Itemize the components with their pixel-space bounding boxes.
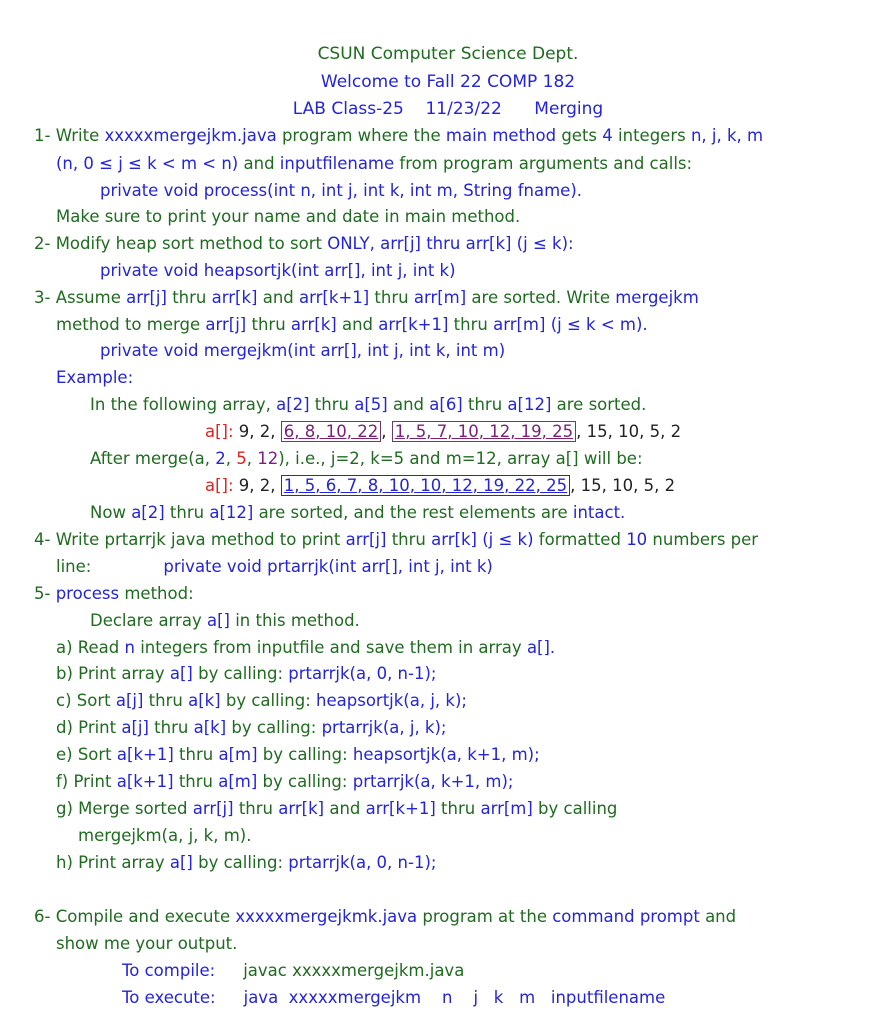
text: private void prtarrjk(int arr[], int j, int k) bbox=[163, 557, 493, 576]
text: in this method. bbox=[229, 611, 360, 630]
text: gets bbox=[556, 126, 603, 145]
text: arr[k] (j ≤ k) bbox=[431, 530, 534, 549]
example-intro bbox=[90, 395, 646, 415]
text: prtarrjk(a, 0, n-1); bbox=[288, 664, 437, 683]
text: thru bbox=[246, 315, 291, 334]
text: arr[k] bbox=[211, 288, 258, 307]
item5-step-d bbox=[56, 718, 446, 738]
text: , 15, 10, 5, 2 bbox=[570, 476, 676, 495]
text: arr[j] bbox=[205, 315, 247, 334]
text: a[m] bbox=[218, 772, 258, 791]
program-name: xxxxxmergejkm.java bbox=[104, 126, 277, 145]
text: thru bbox=[386, 530, 432, 549]
item3-line3: private void mergejkm(int arr[], int j, int k, int m) bbox=[100, 341, 506, 360]
item1-line1 bbox=[34, 126, 763, 146]
item5-step-b bbox=[56, 664, 436, 684]
text: and bbox=[238, 154, 280, 173]
text: a[] bbox=[206, 611, 230, 630]
text: thru bbox=[164, 503, 210, 522]
text: line: bbox=[56, 557, 92, 576]
text: (n, 0 ≤ j ≤ k < m < n) bbox=[56, 154, 239, 173]
text: prtarrjk(a, j, k); bbox=[321, 718, 447, 737]
text: by calling: bbox=[226, 718, 322, 737]
text: thru bbox=[369, 288, 414, 307]
header-date: 11/23/22 bbox=[425, 99, 502, 119]
text: formatted bbox=[533, 530, 627, 549]
text: by calling: bbox=[220, 691, 317, 710]
text: are sorted. Write bbox=[466, 288, 616, 307]
text: a[12] bbox=[209, 503, 254, 522]
text: a[] bbox=[169, 664, 193, 683]
text: 10 bbox=[626, 530, 648, 549]
text: arr[k+1] bbox=[378, 315, 449, 334]
text: , 15, 10, 5, 2 bbox=[576, 422, 682, 441]
text: arr[k+1] bbox=[365, 799, 436, 818]
text: n bbox=[124, 638, 135, 657]
text: are sorted, and the rest elements are bbox=[253, 503, 573, 522]
text: 4- Write prtarrjk java method to print bbox=[34, 530, 346, 549]
example-now-sorted bbox=[90, 503, 625, 523]
text: f) Print bbox=[56, 772, 117, 791]
text: thru bbox=[166, 288, 212, 307]
item2-line1 bbox=[34, 234, 574, 254]
program-name: xxxxxmergejkmk.java bbox=[235, 907, 418, 926]
text: and bbox=[699, 907, 737, 926]
text: numbers per bbox=[647, 530, 759, 549]
text: After merge(a, bbox=[90, 449, 216, 468]
item4-line2 bbox=[56, 557, 493, 577]
execute-label: To execute: bbox=[122, 988, 216, 1007]
text: h) Print array bbox=[56, 853, 170, 872]
text: e) Sort bbox=[56, 745, 117, 764]
item2-line2: private void heapsortjk(int arr[], int j, int k) bbox=[100, 261, 456, 280]
text: a[12] bbox=[507, 395, 552, 414]
text: method: bbox=[119, 584, 194, 603]
text: and bbox=[257, 288, 300, 307]
text: thru bbox=[448, 315, 494, 334]
header-topic: Merging bbox=[534, 99, 604, 119]
text: arr[m] bbox=[480, 799, 533, 818]
header-class-line bbox=[0, 99, 896, 119]
text: a[m] bbox=[218, 745, 258, 764]
item5-line1 bbox=[34, 584, 194, 604]
text: arr[k+1] bbox=[299, 288, 370, 307]
text: thru bbox=[148, 718, 194, 737]
text: a[j] bbox=[115, 691, 144, 710]
text: 5 bbox=[236, 449, 247, 468]
header-dept: CSUN Computer Science Dept. bbox=[317, 44, 579, 64]
text: program at the bbox=[417, 907, 553, 926]
text: intact. bbox=[572, 503, 626, 522]
text: n, j, k, m bbox=[690, 126, 764, 145]
text: 5- bbox=[34, 584, 56, 603]
text: arr[k] bbox=[278, 799, 325, 818]
example-label: Example: bbox=[56, 368, 134, 387]
text: 1- Write bbox=[34, 126, 105, 145]
text: arr[k] bbox=[290, 315, 337, 334]
item1-line2 bbox=[56, 154, 692, 174]
item6-line2: show me your output. bbox=[56, 934, 238, 953]
text: thru bbox=[173, 772, 219, 791]
example-after-array bbox=[205, 476, 675, 496]
item6-line1 bbox=[34, 907, 736, 927]
text: 9, 2, bbox=[233, 422, 281, 441]
item5-declare bbox=[90, 611, 360, 631]
text: a[k] bbox=[193, 718, 227, 737]
text: In the following array, bbox=[90, 395, 277, 414]
item5-step-e bbox=[56, 745, 540, 765]
text: command prompt bbox=[552, 907, 700, 926]
text: 12 bbox=[257, 449, 279, 468]
text: c) Sort bbox=[56, 691, 116, 710]
text: 4 bbox=[602, 126, 613, 145]
array-label: a[]: bbox=[205, 422, 234, 441]
item5-step-g-cont: mergejkm(a, j, k, m). bbox=[78, 826, 252, 845]
merged-block: 1, 5, 6, 7, 8, 10, 10, 12, 19, 22, 25 bbox=[281, 475, 570, 496]
text: a[] bbox=[169, 853, 193, 872]
item3-line2 bbox=[56, 315, 648, 335]
text: a) Read bbox=[56, 638, 125, 657]
example-before-array bbox=[205, 422, 681, 442]
text: integers bbox=[612, 126, 691, 145]
sorted-block-1: 6, 8, 10, 22 bbox=[281, 421, 381, 442]
text: , bbox=[381, 422, 392, 441]
text: Now bbox=[90, 503, 132, 522]
text: and bbox=[336, 315, 379, 334]
header-class: LAB Class-25 bbox=[292, 99, 404, 119]
text: prtarrjk(a, k+1, m); bbox=[352, 772, 514, 791]
text: inputfilename bbox=[279, 154, 395, 173]
text: d) Print bbox=[56, 718, 122, 737]
sorted-block-2: 1, 5, 7, 10, 12, 19, 25 bbox=[392, 421, 576, 442]
text: a[2] bbox=[131, 503, 165, 522]
text: arr[j] bbox=[192, 799, 234, 818]
text: by calling: bbox=[257, 772, 353, 791]
text: a[2] bbox=[276, 395, 310, 414]
text: a[k+1] bbox=[116, 745, 174, 764]
text: by calling bbox=[532, 799, 618, 818]
text: prtarrjk(a, 0, n-1); bbox=[288, 853, 437, 872]
header-welcome: Welcome to Fall 22 COMP 182 bbox=[320, 72, 576, 92]
text: a[5] bbox=[354, 395, 388, 414]
execute-command: java xxxxxmergejkm n j k m inputfilename bbox=[243, 988, 666, 1007]
item5-step-f bbox=[56, 772, 513, 792]
text: 9, 2, bbox=[233, 476, 281, 495]
execute-line bbox=[122, 988, 665, 1008]
text: method to merge bbox=[56, 315, 206, 334]
text: arr[m] bbox=[413, 288, 467, 307]
text: process bbox=[55, 584, 120, 603]
item5-step-c bbox=[56, 691, 467, 711]
text: heapsortjk(a, j, k); bbox=[316, 691, 467, 710]
text: a[j] bbox=[121, 718, 149, 737]
text: Declare array bbox=[90, 611, 207, 630]
text: main method bbox=[445, 126, 557, 145]
text: b) Print array bbox=[56, 664, 170, 683]
item1-line4: Make sure to print your name and date in main method. bbox=[56, 207, 521, 226]
item4-line1 bbox=[34, 530, 758, 550]
text: thru bbox=[435, 799, 481, 818]
text: from program arguments and calls: bbox=[394, 154, 693, 173]
item5-step-a bbox=[56, 638, 555, 658]
text: arr[m] (j ≤ k < m). bbox=[493, 315, 648, 334]
text: a[k] bbox=[188, 691, 221, 710]
text: thru bbox=[233, 799, 279, 818]
text: are sorted. bbox=[551, 395, 647, 414]
text: 2 bbox=[215, 449, 226, 468]
text: ONLY, arr[j] thru arr[k] (j ≤ k): bbox=[327, 234, 574, 253]
text: mergejkm bbox=[615, 288, 699, 307]
text: thru bbox=[462, 395, 508, 414]
text: integers from inputfile and save them in array bbox=[134, 638, 527, 657]
text: by calling: bbox=[192, 664, 289, 683]
text: , bbox=[246, 449, 258, 468]
text: by calling: bbox=[257, 745, 353, 764]
text: 3- Assume bbox=[34, 288, 127, 307]
compile-label: To compile: bbox=[122, 961, 216, 980]
text: 6- Compile and execute bbox=[34, 907, 236, 926]
text: arr[j] bbox=[345, 530, 387, 549]
text: by calling: bbox=[192, 853, 289, 872]
compile-command: javac xxxxxmergejkm.java bbox=[243, 961, 465, 980]
text: , bbox=[225, 449, 237, 468]
text: g) Merge sorted bbox=[56, 799, 193, 818]
text: thru bbox=[143, 691, 189, 710]
text: ), i.e., j=2, k=5 and m=12, array a[] will be: bbox=[278, 449, 643, 468]
item3-line1 bbox=[34, 288, 699, 308]
text: thru bbox=[173, 745, 219, 764]
text: a[]. bbox=[526, 638, 556, 657]
example-after-merge bbox=[90, 449, 643, 469]
text: arr[j] bbox=[126, 288, 167, 307]
text: program where the bbox=[276, 126, 446, 145]
text: heapsortjk(a, k+1, m); bbox=[352, 745, 540, 764]
text: and bbox=[387, 395, 430, 414]
array-label: a[]: bbox=[205, 476, 234, 495]
text: a[k+1] bbox=[116, 772, 174, 791]
item5-step-g bbox=[56, 799, 617, 819]
text: and bbox=[324, 799, 366, 818]
item1-line3: private void process(int n, int j, int k, int m, String fname). bbox=[100, 181, 583, 200]
item5-step-h bbox=[56, 853, 436, 873]
text: thru bbox=[309, 395, 355, 414]
text: 2- Modify heap sort method to sort bbox=[34, 234, 328, 253]
compile-line bbox=[122, 961, 464, 981]
text: a[6] bbox=[429, 395, 463, 414]
